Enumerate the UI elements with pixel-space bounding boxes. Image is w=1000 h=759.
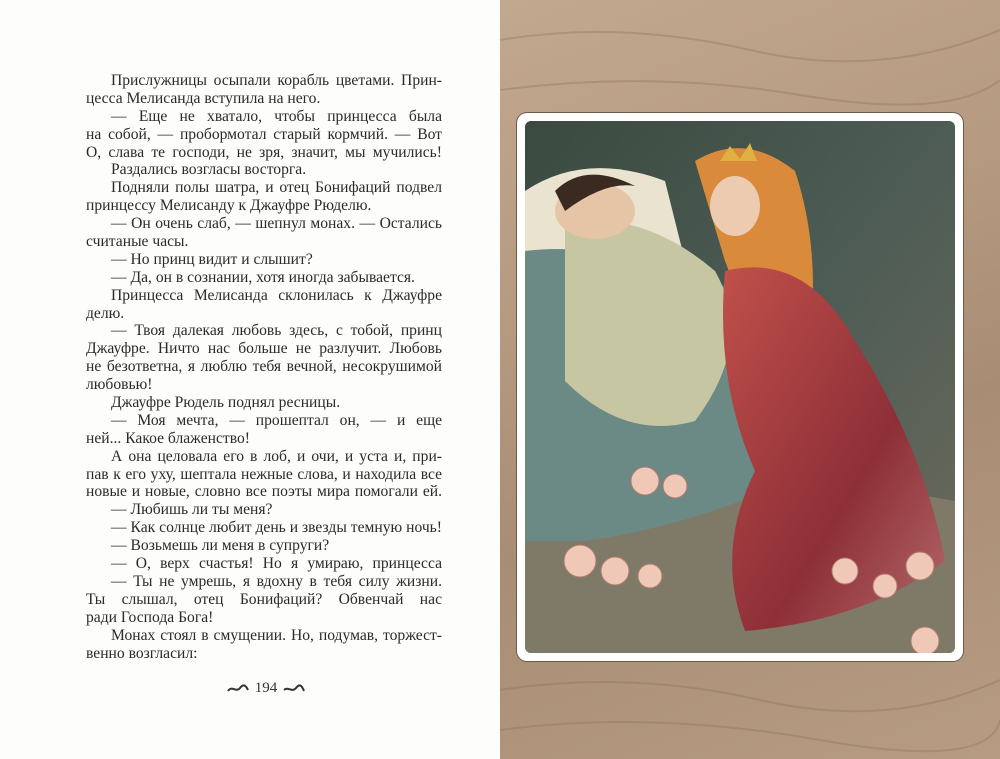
text-line: цесса Мелисанда вступила на него. [86, 89, 321, 107]
text-line: — Еще не хватало, чтобы принцесса была [111, 107, 442, 125]
text-line: — Ты не умрешь, я вдохну в тебя силу жизни. [111, 572, 442, 590]
text-line: — Но принц видит и слышит? [111, 250, 313, 268]
text-line: принцессу Мелисанду к Джауфре Рюделю. [86, 197, 372, 215]
text-line: А она целовала его в лоб, и очи, и уста и, при- [111, 447, 442, 465]
body-text [86, 72, 442, 662]
text-line: любовью! [86, 376, 153, 394]
text-line: О, слава те господи, не зря, значит, мы мучились! [86, 143, 442, 161]
text-line: ради Господа Бога! [86, 608, 214, 626]
text-line: Джауфре. Ничто нас больше не разлучит. Любовь [86, 340, 442, 358]
illustration-frame [517, 113, 963, 661]
text-line: — Как солнце любит день и звезды темную ночь! [111, 519, 442, 537]
text-line: — Возьмешь ли меня в супруги? [111, 537, 330, 555]
text-line: не безответна, я люблю тебя вечной, несокрушимой [86, 358, 442, 376]
text-line: — Любишь ли ты меня? [111, 501, 273, 519]
text-line: пав к его уху, шептала нежные слова, и находила все [86, 465, 442, 483]
ornament-left-icon [227, 684, 249, 694]
text-line: новые и новые, словно все поэты мира помогали ей. [86, 483, 442, 501]
text-line: — Он очень слаб, — шепнул монах. — Остались [111, 215, 442, 233]
text-line: Ты слышал, отец Бонифаций? Обвенчай нас [86, 590, 442, 608]
text-line: Раздались возгласы восторга. [111, 161, 307, 179]
text-line: ней... Какое блаженство! [86, 429, 250, 447]
text-line: Прислужницы осыпали корабль цветами. Прин- [111, 72, 442, 89]
text-line: — Моя мечта, — прошептал он, — и еще [111, 411, 442, 429]
text-line: считаные часы. [86, 233, 189, 251]
text-line: венно возгласил: [86, 644, 198, 662]
text-line: Монах стоял в смущении. Но, подумав, торжест- [111, 626, 442, 644]
page-number-block [226, 680, 306, 697]
text-line: — О, верх счастья! Но я умираю, принцесса [111, 555, 442, 573]
text-line: Джауфре Рюдель поднял ресницы. [111, 394, 341, 412]
text-line: — Да, он в сознании, хотя иногда забывается. [111, 268, 415, 286]
page-number: 194 [254, 680, 278, 696]
text-line: Принцесса Мелисанда склонилась к Джауфре [111, 286, 442, 304]
text-line: Подняли полы шатра, и отец Бонифаций подвел [111, 179, 442, 197]
text-line: — Твоя далекая любовь здесь, с тобой, принц [111, 322, 442, 340]
illustration-princess-and-prince [525, 121, 955, 653]
text-line: делю. [86, 304, 125, 322]
ornament-right-icon [283, 684, 305, 694]
text-line: на собой, — пробормотал старый кормчий. — Вот [86, 125, 442, 143]
